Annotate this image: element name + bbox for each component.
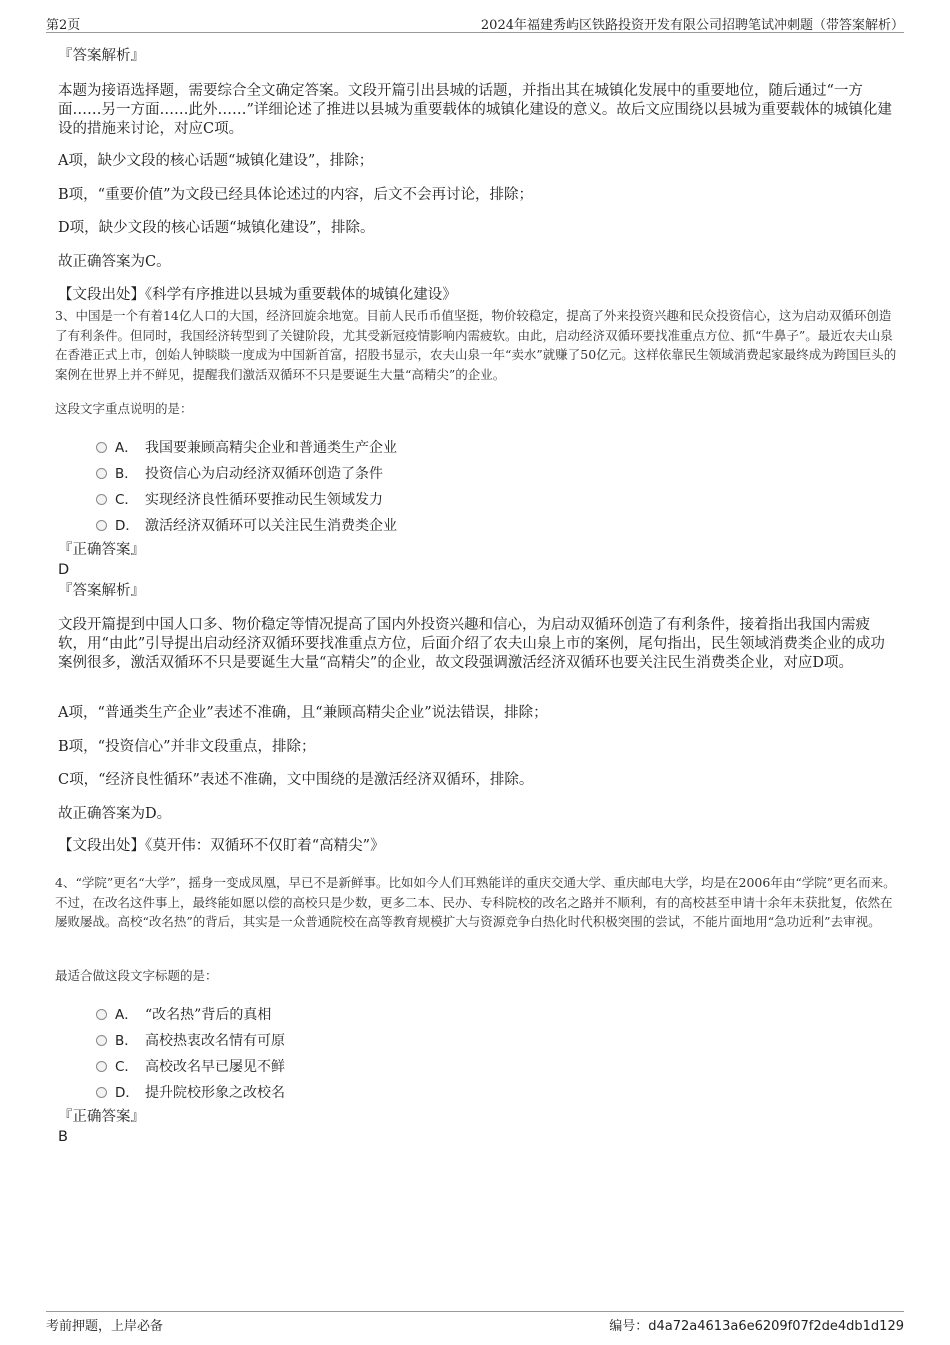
page-header — [46, 14, 904, 33]
correct-answer-label: 『正确答案』 — [58, 542, 145, 558]
radio-icon[interactable] — [96, 1035, 107, 1046]
document-code: 编号：d4a72a4613a6e6209f07f2de4db1d129 — [609, 1319, 904, 1334]
analysis-label: 『答案解析』 — [58, 48, 145, 64]
correct-answer: B — [58, 1129, 68, 1145]
question-4-prompt: 最适合做这段文字标题的是： — [55, 968, 218, 983]
correct-answer-label: 『正确答案』 — [58, 1109, 145, 1125]
question-3-option-c[interactable]: C． 实现经济良性循环要推动民生领域发力 — [96, 488, 383, 508]
page-footer — [46, 1311, 904, 1335]
page-number: 第2页 — [46, 18, 81, 33]
question-3-prompt: 这段文字重点说明的是： — [55, 401, 193, 416]
source-citation: 【文段出处】《莫开伟：双循环不仅盯着“高精尖”》 — [58, 838, 385, 854]
radio-icon[interactable] — [96, 1087, 107, 1098]
question-4-text: 4、“学院”更名“大学”，摇身一变成凤凰，早已不是新鲜事。比如如今人们耳熟能详的重庆交通大学、重庆邮电大学，均是在2006年由“学院”更名而来。不过，在改名这件事上，最终能如愿以偿的高校只是少数，更多二本、民办、专科院校的改名之路并不顺利，有的高校甚至申请十余年未获批复，依然在屡败屡战。高校“改名热”的背后，其实是一众普通院校在高等教育规模扩大与资源竞争白热化时代积极突围的尝试，不能片面地用“急功近利”去审视。 — [55, 875, 896, 929]
question-4-option-c[interactable]: C． 高校改名早已屡见不鲜 — [96, 1055, 285, 1075]
radio-icon[interactable] — [96, 1061, 107, 1072]
analysis-label: 『答案解析』 — [58, 583, 145, 599]
radio-icon[interactable] — [96, 1009, 107, 1020]
analysis-paragraph: 文段开篇提到中国人口多、物价稳定等情况提高了国内外投资兴趣和信心，为启动双循环创造了有利条件，接着指出我国内需疲软，用“由此”引导提出启动经济双循环要找准重点方位，后面介绍了农夫山泉上市的案例，尾句指出，民生领域消费类企业的成功案例很多，激活双循环不只是要诞生大量“高精尖”的企业，故文段强调激活经济双循环也要关注民生消费类企业，对应D项。 — [58, 617, 885, 671]
footer-slogan: 考前押题，上岸必备 — [46, 1319, 164, 1334]
analysis-option-c: C项，“经济良性循环”表述不准确，文中围绕的是激活经济双循环，排除。 — [58, 772, 534, 788]
radio-icon[interactable] — [96, 520, 107, 531]
radio-icon[interactable] — [96, 442, 107, 453]
question-3-option-b[interactable]: B． 投资信心为启动经济双循环创造了条件 — [96, 462, 383, 482]
question-3-option-d[interactable]: D． 激活经济双循环可以关注民生消费类企业 — [96, 514, 397, 534]
analysis-option-a: A项，缺少文段的核心话题“城镇化建设”，排除； — [58, 153, 374, 169]
analysis-option-a: A项，“普通类生产企业”表述不准确，且“兼顾高精尖企业”说法错误，排除； — [58, 705, 548, 721]
analysis-option-d: D项，缺少文段的核心话题“城镇化建设”，排除。 — [58, 220, 375, 236]
radio-icon[interactable] — [96, 468, 107, 479]
question-3-text: 3、中国是一个有着14亿人口的大国，经济回旋余地宽。目前人民币币值坚挺，物价较稳定，提高了外来投资兴趣和民众投资信心，这为启动双循环创造了有利条件。但同时，我国经济转型到了关键阶段，尤其受新冠疫情影响内需疲软。由此，启动经济双循环要找准重点方位、抓“牛鼻子”。最近农夫山泉在香港正式上市，创始人钟睒睒一度成为中国新首富，招股书显示，农夫山泉一年“卖水”就赚了50亿元。这样依靠民生领域消费起家最终成为跨国巨头的案例在世界上并不鲜见，提醒我们激活双循环不只是要诞生大量“高精尖”的企业。 — [55, 308, 897, 382]
question-3-option-a[interactable]: A． 我国要兼顾高精尖企业和普通类生产企业 — [96, 436, 397, 456]
correct-answer: D — [58, 562, 70, 578]
question-4-option-b[interactable]: B． 高校热衷改名情有可原 — [96, 1029, 285, 1049]
analysis-option-b: B项，“投资信心”并非文段重点，排除； — [58, 739, 316, 755]
answer-conclusion: 故正确答案为D。 — [58, 806, 172, 822]
source-citation: 【文段出处】《科学有序推进以县城为重要载体的城镇化建设》 — [58, 287, 457, 303]
analysis-option-b: B项，“重要价值”为文段已经具体论述过的内容，后文不会再讨论，排除； — [58, 187, 533, 203]
analysis-paragraph: 本题为接语选择题，需要综合全文确定答案。文段开篇引出县城的话题，并指出其在城镇化发展中的重要地位，随后通过“一方面……另一方面……此外……”详细论述了推进以县城为重要载体的城镇化建设的意义。故后文应围绕以县城为重要载体的城镇化建设的措施来讨论，对应C项。 — [58, 83, 892, 137]
document-title: 2024年福建秀屿区铁路投资开发有限公司招聘笔试冲刺题（带答案解析） — [480, 18, 904, 33]
radio-icon[interactable] — [96, 494, 107, 505]
question-4-option-a[interactable]: A． “改名热”背后的真相 — [96, 1003, 271, 1023]
question-4-option-d[interactable]: D． 提升院校形象之改校名 — [96, 1081, 285, 1101]
answer-conclusion: 故正确答案为C。 — [58, 254, 171, 270]
